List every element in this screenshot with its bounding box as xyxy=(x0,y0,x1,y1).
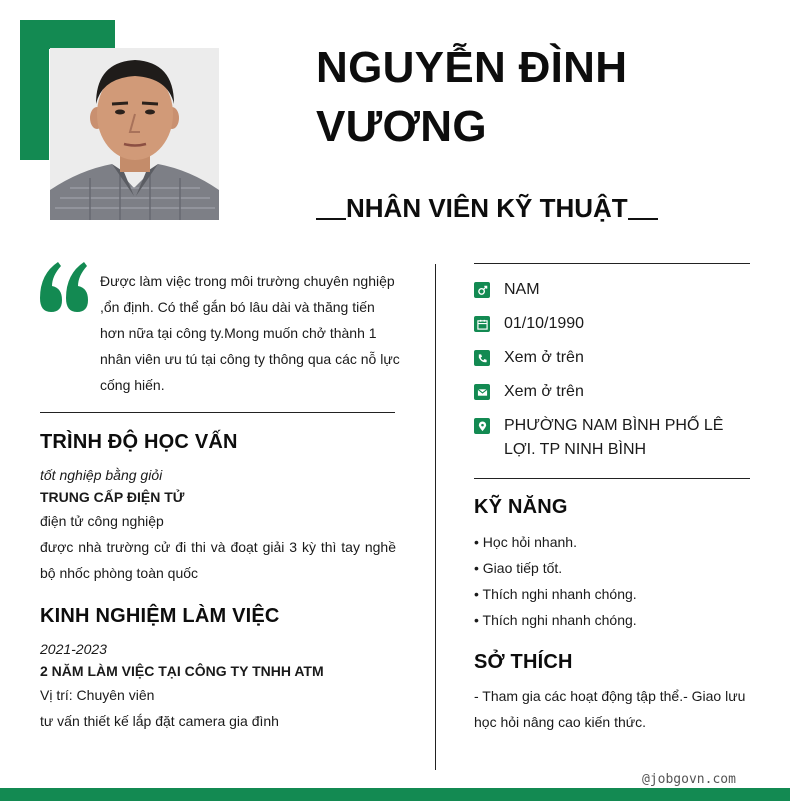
skills-heading: KỸ NĂNG xyxy=(474,496,568,518)
education-major: điện tử công nghiệp xyxy=(40,513,164,529)
job-title-line-left xyxy=(316,218,346,220)
profile-photo-illustration xyxy=(50,48,219,220)
phone-icon xyxy=(474,350,490,366)
skills-list xyxy=(474,529,754,633)
contact-email xyxy=(474,380,754,404)
corner-bar-left xyxy=(20,20,49,160)
education-grade: tốt nghiệp bằng giỏi xyxy=(40,467,163,483)
divider-contact-top xyxy=(474,263,750,264)
experience-company: 2 NĂM LÀM VIỆC TẠI CÔNG TY TNHH ATM xyxy=(40,663,324,679)
contact-birthday-text: 01/10/1990 xyxy=(504,315,585,332)
candidate-name: NGUYỄN ĐÌNH VƯƠNG xyxy=(316,43,628,151)
divider-contact-bottom xyxy=(474,478,750,479)
job-title-row xyxy=(316,193,658,223)
education-section xyxy=(40,464,396,586)
contact-email-text: Xem ở trên xyxy=(504,383,584,400)
education-school: TRUNG CẤP ĐIỆN TỬ xyxy=(40,489,185,505)
hobbies-text: - Tham gia các hoạt động tập thể.- Giao lưu học hỏi nâng cao kiến thức. xyxy=(474,688,746,730)
skill-item: • Thích nghi nhanh chóng. xyxy=(474,612,637,628)
skill-item: • Học hỏi nhanh. xyxy=(474,534,577,550)
quote-icon xyxy=(38,256,90,320)
column-divider xyxy=(435,264,436,770)
skill-item: • Giao tiếp tốt. xyxy=(474,560,563,576)
contact-gender xyxy=(474,278,754,302)
education-achievement: được nhà trường cử đi thi và đoạt giải 3 kỳ thì tay nghề bộ nhốc phòng toàn quốc xyxy=(40,539,396,581)
experience-position: Vị trí: Chuyên viên xyxy=(40,687,155,703)
hobbies-heading: SỞ THÍCH xyxy=(474,651,573,673)
contact-gender-text: NAM xyxy=(504,281,540,298)
job-title-line-right xyxy=(628,218,658,220)
experience-period: 2021-2023 xyxy=(40,641,107,657)
contact-phone-text: Xem ở trên xyxy=(504,349,584,366)
contact-birthday xyxy=(474,312,754,336)
footer-bar xyxy=(0,788,790,801)
job-title: NHÂN VIÊN KỸ THUẬT xyxy=(346,193,628,223)
contact-address-text: PHƯỜNG NAM BÌNH PHỐ LÊ LỢI. TP NINH BÌNH xyxy=(504,417,724,458)
career-objective: Được làm việc trong môi trường chuyên nghiệp ,ổn định. Có thể gắn bó lâu dài và thăng tiến hơn nữa tại công ty.Mong muốn chở thành 1 nhân viên ưu tú tại công ty thông qua các nỗ lực cống hiến. xyxy=(100,273,400,393)
watermark: @jobgovn.com xyxy=(642,772,736,787)
divider-objective xyxy=(40,412,395,413)
experience-description: tư vấn thiết kế lắp đặt camera gia đình xyxy=(40,713,279,729)
contact-phone xyxy=(474,346,754,370)
experience-section xyxy=(40,638,396,734)
experience-heading: KINH NGHIỆM LÀM VIỆC xyxy=(40,605,280,627)
contact-list xyxy=(474,278,754,472)
education-heading: TRÌNH ĐỘ HỌC VẤN xyxy=(40,431,238,453)
profile-photo xyxy=(50,48,219,220)
gender-icon xyxy=(474,282,490,298)
skill-item: • Thích nghi nhanh chóng. xyxy=(474,586,637,602)
calendar-icon xyxy=(474,316,490,332)
contact-address xyxy=(474,414,754,462)
location-icon xyxy=(474,418,490,434)
email-icon xyxy=(474,384,490,400)
